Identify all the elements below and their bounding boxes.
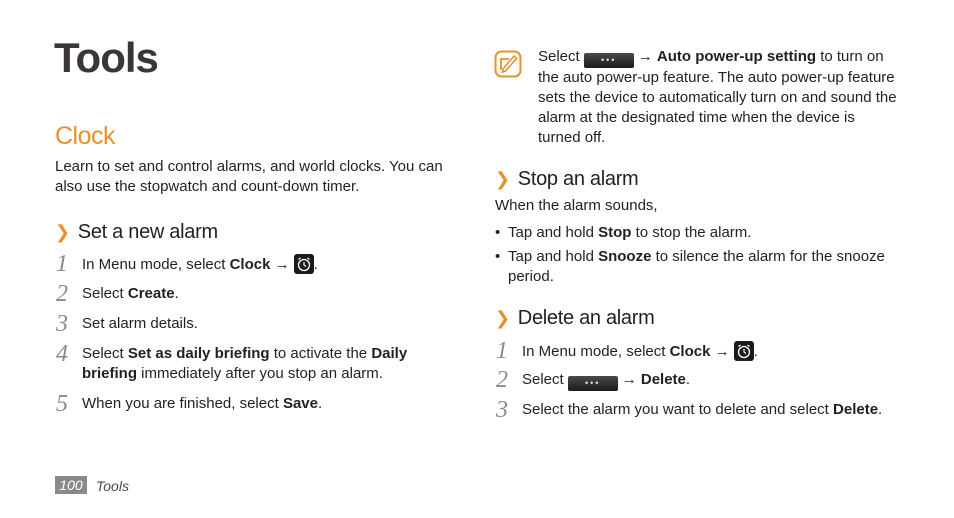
set-alarm-step-1: 1 In Menu mode, select Clock → . <box>56 251 318 277</box>
note-text: Select ••• → Auto power-up setting to turn on the auto power-up feature. The auto power-up feature sets the device to automatically turn on and sound the alarm at the designated time when the device is turned off. <box>538 48 897 146</box>
heading-set-alarm: ❯ Set a new alarm <box>55 221 218 243</box>
set-alarm-step-3: 3 Set alarm details. <box>56 311 198 337</box>
stop-alarm-bullet-1: • Tap and hold Stop to stop the alarm. <box>495 224 752 241</box>
alarm-clock-icon <box>294 254 314 274</box>
page-title: Tools <box>54 34 158 81</box>
stop-alarm-intro: When the alarm sounds, <box>495 197 658 214</box>
set-alarm-step-2: 2 Select Create. <box>56 281 179 307</box>
note-icon <box>494 50 522 78</box>
section-heading-clock: Clock <box>55 122 116 150</box>
chevron-icon: ❯ <box>495 169 510 189</box>
delete-alarm-step-2: 2 Select ••• → Delete. <box>496 367 691 393</box>
set-alarm-step-4: 4 Select Set as daily briefing to activate the Daily briefing immediately after you stop an alarm. <box>56 341 408 382</box>
page-number: 100 <box>55 476 87 494</box>
heading-stop-alarm: ❯ Stop an alarm <box>495 168 639 190</box>
delete-alarm-step-3: 3 Select the alarm you want to delete and select Delete. <box>496 397 883 423</box>
alarm-clock-icon <box>734 341 754 361</box>
stop-alarm-bullet-2: • Tap and hold Snooze to silence the alarm for the snooze period. <box>495 248 885 285</box>
chevron-icon: ❯ <box>55 222 70 242</box>
chevron-icon: ❯ <box>495 308 510 328</box>
heading-delete-alarm: ❯ Delete an alarm <box>495 307 655 329</box>
footer-section-label: Tools <box>96 478 129 494</box>
menu-key-icon: ••• <box>568 376 618 391</box>
clock-intro: Learn to set and control alarms, and world clocks. You can also use the stopwatch and count-down timer. <box>55 158 443 195</box>
delete-alarm-step-1: 1 In Menu mode, select Clock → . <box>496 338 758 364</box>
set-alarm-step-5: 5 When you are finished, select Save. <box>56 391 323 417</box>
menu-key-icon: ••• <box>584 53 634 68</box>
